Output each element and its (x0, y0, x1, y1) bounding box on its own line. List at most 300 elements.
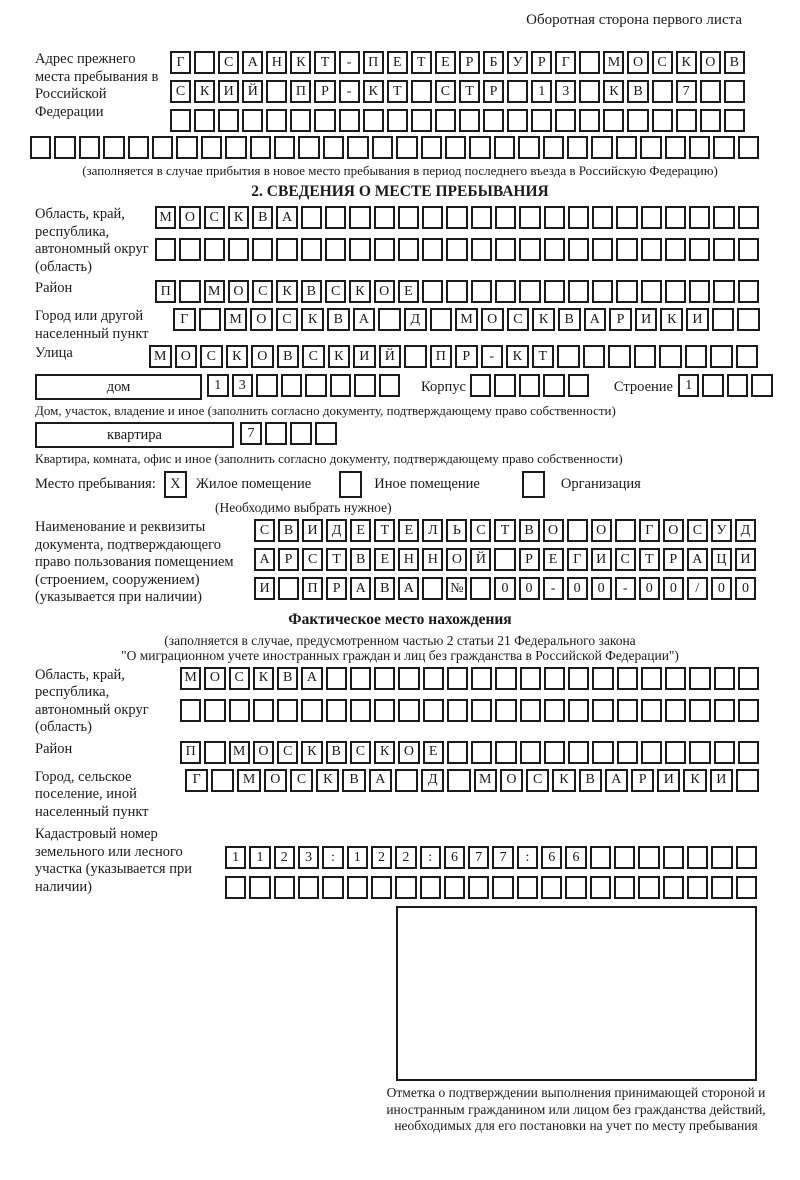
char-cell[interactable] (544, 206, 565, 229)
char-cell[interactable] (641, 699, 662, 722)
char-cell[interactable]: Н (422, 548, 443, 571)
char-cell[interactable] (152, 136, 173, 159)
char-cell[interactable]: К (349, 280, 370, 303)
char-cell[interactable]: В (278, 519, 299, 542)
char-cell[interactable] (298, 136, 319, 159)
char-cell[interactable] (617, 667, 638, 690)
char-cell[interactable]: П (302, 577, 323, 600)
char-cell[interactable] (469, 136, 490, 159)
char-cell[interactable] (567, 519, 588, 542)
char-cell[interactable]: В (627, 80, 648, 103)
char-cell[interactable]: М (603, 51, 624, 74)
char-cell[interactable]: В (558, 308, 581, 331)
char-cell[interactable] (495, 699, 516, 722)
char-cell[interactable] (103, 136, 124, 159)
char-cell[interactable] (199, 308, 222, 331)
char-cell[interactable]: 0 (639, 577, 660, 600)
char-cell[interactable]: Д (404, 308, 427, 331)
char-cell[interactable] (266, 80, 287, 103)
char-cell[interactable]: А (605, 769, 628, 792)
char-cell[interactable] (265, 422, 287, 445)
char-cell[interactable] (689, 741, 710, 764)
char-cell[interactable]: 2 (395, 846, 416, 869)
char-cell[interactable]: 6 (444, 846, 465, 869)
char-cell[interactable]: Д (326, 519, 347, 542)
char-cell[interactable]: К (506, 345, 529, 368)
char-cell[interactable] (374, 667, 395, 690)
char-cell[interactable]: 1 (207, 374, 229, 397)
char-cell[interactable]: Р (278, 548, 299, 571)
char-cell[interactable]: К (660, 308, 683, 331)
char-cell[interactable]: Т (374, 519, 395, 542)
char-cell[interactable]: М (229, 741, 250, 764)
char-cell[interactable]: А (301, 667, 322, 690)
char-cell[interactable]: К (316, 769, 339, 792)
char-cell[interactable]: И (353, 345, 376, 368)
char-cell[interactable] (543, 374, 564, 397)
char-cell[interactable] (430, 308, 453, 331)
char-cell[interactable]: Е (435, 51, 456, 74)
char-cell[interactable]: Т (459, 80, 480, 103)
char-cell[interactable]: Р (459, 51, 480, 74)
char-cell[interactable]: Г (185, 769, 208, 792)
char-cell[interactable] (685, 345, 708, 368)
char-cell[interactable] (180, 699, 201, 722)
checkbox-other-premises[interactable] (339, 471, 362, 498)
char-cell[interactable] (713, 238, 734, 261)
char-cell[interactable] (483, 109, 504, 132)
char-cell[interactable]: К (363, 80, 384, 103)
char-cell[interactable]: : (322, 846, 343, 869)
char-cell[interactable] (471, 741, 492, 764)
char-cell[interactable] (420, 876, 441, 899)
char-cell[interactable] (641, 741, 662, 764)
char-cell[interactable] (266, 109, 287, 132)
char-cell[interactable] (615, 519, 636, 542)
char-cell[interactable] (349, 238, 370, 261)
char-cell[interactable]: : (420, 846, 441, 869)
char-cell[interactable] (421, 136, 442, 159)
char-cell[interactable]: В (519, 519, 540, 542)
char-cell[interactable] (447, 699, 468, 722)
char-cell[interactable]: О (264, 769, 287, 792)
char-cell[interactable]: О (204, 667, 225, 690)
char-cell[interactable] (541, 876, 562, 899)
char-cell[interactable]: С (254, 519, 275, 542)
char-cell[interactable]: Д (421, 769, 444, 792)
char-cell[interactable] (204, 699, 225, 722)
char-cell[interactable] (700, 109, 721, 132)
char-cell[interactable] (350, 667, 371, 690)
char-cell[interactable]: Е (543, 548, 564, 571)
char-cell[interactable]: 0 (591, 577, 612, 600)
char-cell[interactable] (256, 374, 278, 397)
char-cell[interactable] (170, 109, 191, 132)
char-cell[interactable]: И (657, 769, 680, 792)
char-cell[interactable]: 1 (249, 846, 270, 869)
char-cell[interactable] (492, 876, 513, 899)
char-cell[interactable] (568, 374, 589, 397)
char-cell[interactable] (579, 51, 600, 74)
char-cell[interactable] (471, 238, 492, 261)
char-cell[interactable]: К (301, 741, 322, 764)
char-cell[interactable]: О (253, 741, 274, 764)
char-cell[interactable]: 1 (225, 846, 246, 869)
char-cell[interactable] (724, 109, 745, 132)
char-cell[interactable] (274, 876, 295, 899)
char-cell[interactable]: 7 (468, 846, 489, 869)
char-cell[interactable] (225, 136, 246, 159)
char-cell[interactable]: М (237, 769, 260, 792)
char-cell[interactable] (520, 699, 541, 722)
char-cell[interactable]: О (627, 51, 648, 74)
char-cell[interactable]: Н (398, 548, 419, 571)
char-cell[interactable] (374, 238, 395, 261)
char-cell[interactable]: О (228, 280, 249, 303)
char-cell[interactable]: Е (350, 519, 371, 542)
char-cell[interactable] (471, 280, 492, 303)
char-cell[interactable]: С (218, 51, 239, 74)
char-cell[interactable] (423, 699, 444, 722)
char-cell[interactable] (689, 136, 710, 159)
char-cell[interactable] (422, 280, 443, 303)
char-cell[interactable]: В (327, 308, 350, 331)
char-cell[interactable]: 0 (567, 577, 588, 600)
char-cell[interactable] (446, 280, 467, 303)
char-cell[interactable] (301, 238, 322, 261)
char-cell[interactable] (494, 136, 515, 159)
char-cell[interactable]: В (277, 667, 298, 690)
char-cell[interactable]: К (374, 741, 395, 764)
char-cell[interactable] (738, 741, 759, 764)
char-cell[interactable] (517, 876, 538, 899)
char-cell[interactable] (583, 345, 606, 368)
checkbox-residential[interactable]: X (164, 471, 187, 498)
char-cell[interactable] (520, 741, 541, 764)
char-cell[interactable] (568, 280, 589, 303)
char-cell[interactable]: № (446, 577, 467, 600)
checkbox-organization[interactable] (522, 471, 545, 498)
char-cell[interactable] (568, 238, 589, 261)
char-cell[interactable]: / (687, 577, 708, 600)
char-cell[interactable] (204, 741, 225, 764)
char-cell[interactable] (326, 667, 347, 690)
char-cell[interactable] (252, 238, 273, 261)
char-cell[interactable] (592, 206, 613, 229)
char-cell[interactable]: И (635, 308, 658, 331)
char-cell[interactable] (579, 80, 600, 103)
char-cell[interactable] (738, 699, 759, 722)
char-cell[interactable] (446, 238, 467, 261)
char-cell[interactable] (544, 238, 565, 261)
char-cell[interactable] (518, 136, 539, 159)
char-cell[interactable] (568, 206, 589, 229)
char-cell[interactable] (253, 699, 274, 722)
char-cell[interactable] (627, 109, 648, 132)
char-cell[interactable] (568, 667, 589, 690)
char-cell[interactable] (301, 699, 322, 722)
char-cell[interactable]: О (446, 548, 467, 571)
char-cell[interactable]: И (218, 80, 239, 103)
char-cell[interactable]: У (711, 519, 732, 542)
char-cell[interactable]: С (276, 308, 299, 331)
char-cell[interactable] (330, 374, 352, 397)
char-cell[interactable]: Б (483, 51, 504, 74)
char-cell[interactable] (379, 374, 401, 397)
char-cell[interactable]: - (615, 577, 636, 600)
char-cell[interactable]: В (724, 51, 745, 74)
char-cell[interactable] (687, 876, 708, 899)
char-cell[interactable]: О (175, 345, 198, 368)
char-cell[interactable]: А (242, 51, 263, 74)
char-cell[interactable]: Л (422, 519, 443, 542)
char-cell[interactable]: С (252, 280, 273, 303)
char-cell[interactable] (665, 280, 686, 303)
char-cell[interactable]: И (591, 548, 612, 571)
char-cell[interactable] (378, 308, 401, 331)
char-cell[interactable] (446, 206, 467, 229)
char-cell[interactable]: Т (494, 519, 515, 542)
char-cell[interactable]: К (676, 51, 697, 74)
char-cell[interactable]: Р (663, 548, 684, 571)
char-cell[interactable]: - (543, 577, 564, 600)
char-cell[interactable] (298, 876, 319, 899)
char-cell[interactable] (531, 109, 552, 132)
char-cell[interactable] (225, 876, 246, 899)
char-cell[interactable] (738, 206, 759, 229)
char-cell[interactable]: - (339, 80, 360, 103)
char-cell[interactable] (459, 109, 480, 132)
char-cell[interactable] (543, 136, 564, 159)
char-cell[interactable] (737, 308, 760, 331)
char-cell[interactable]: В (301, 280, 322, 303)
char-cell[interactable] (387, 109, 408, 132)
char-cell[interactable]: С (687, 519, 708, 542)
char-cell[interactable] (712, 308, 735, 331)
char-cell[interactable]: С (204, 206, 225, 229)
char-cell[interactable]: 2 (274, 846, 295, 869)
char-cell[interactable] (374, 699, 395, 722)
char-cell[interactable]: 0 (494, 577, 515, 600)
char-cell[interactable]: К (226, 345, 249, 368)
char-cell[interactable]: С (290, 769, 313, 792)
char-cell[interactable] (736, 846, 757, 869)
char-cell[interactable] (652, 80, 673, 103)
char-cell[interactable]: А (353, 308, 376, 331)
char-cell[interactable]: Г (170, 51, 191, 74)
char-cell[interactable] (290, 109, 311, 132)
char-cell[interactable]: О (179, 206, 200, 229)
char-cell[interactable] (435, 109, 456, 132)
char-cell[interactable]: Г (555, 51, 576, 74)
char-cell[interactable]: Н (266, 51, 287, 74)
char-cell[interactable] (447, 741, 468, 764)
char-cell[interactable]: К (683, 769, 706, 792)
char-cell[interactable] (665, 238, 686, 261)
char-cell[interactable]: В (326, 741, 347, 764)
char-cell[interactable]: В (252, 206, 273, 229)
char-cell[interactable] (278, 577, 299, 600)
char-cell[interactable] (592, 280, 613, 303)
char-cell[interactable]: В (350, 548, 371, 571)
char-cell[interactable] (608, 345, 631, 368)
char-cell[interactable] (471, 206, 492, 229)
char-cell[interactable]: 0 (519, 577, 540, 600)
char-cell[interactable]: К (532, 308, 555, 331)
char-cell[interactable] (590, 846, 611, 869)
char-cell[interactable] (617, 699, 638, 722)
char-cell[interactable]: В (579, 769, 602, 792)
char-cell[interactable] (665, 136, 686, 159)
char-cell[interactable]: Р (483, 80, 504, 103)
char-cell[interactable] (398, 238, 419, 261)
char-cell[interactable] (676, 109, 697, 132)
char-cell[interactable]: С (652, 51, 673, 74)
char-cell[interactable]: С (200, 345, 223, 368)
char-cell[interactable]: М (180, 667, 201, 690)
char-cell[interactable]: А (276, 206, 297, 229)
char-cell[interactable] (445, 136, 466, 159)
char-cell[interactable] (495, 238, 516, 261)
char-cell[interactable] (314, 109, 335, 132)
char-cell[interactable]: Р (531, 51, 552, 74)
char-cell[interactable] (242, 109, 263, 132)
char-cell[interactable] (557, 345, 580, 368)
char-cell[interactable] (339, 109, 360, 132)
char-cell[interactable]: М (455, 308, 478, 331)
char-cell[interactable]: Р (519, 548, 540, 571)
char-cell[interactable] (738, 280, 759, 303)
char-cell[interactable] (738, 667, 759, 690)
char-cell[interactable]: А (687, 548, 708, 571)
char-cell[interactable] (349, 206, 370, 229)
char-cell[interactable]: Е (387, 51, 408, 74)
char-cell[interactable] (710, 345, 733, 368)
char-cell[interactable] (30, 136, 51, 159)
char-cell[interactable]: Р (609, 308, 632, 331)
char-cell[interactable]: К (194, 80, 215, 103)
char-cell[interactable] (592, 699, 613, 722)
char-cell[interactable] (592, 238, 613, 261)
char-cell[interactable]: М (474, 769, 497, 792)
char-cell[interactable] (194, 109, 215, 132)
char-cell[interactable]: С (526, 769, 549, 792)
char-cell[interactable] (736, 876, 757, 899)
char-cell[interactable] (711, 876, 732, 899)
char-cell[interactable]: К (253, 667, 274, 690)
char-cell[interactable] (277, 699, 298, 722)
char-cell[interactable] (689, 238, 710, 261)
char-cell[interactable] (325, 206, 346, 229)
char-cell[interactable] (494, 374, 515, 397)
char-cell[interactable]: А (369, 769, 392, 792)
char-cell[interactable] (519, 206, 540, 229)
char-cell[interactable] (326, 699, 347, 722)
char-cell[interactable] (422, 238, 443, 261)
char-cell[interactable]: О (591, 519, 612, 542)
char-cell[interactable] (614, 846, 635, 869)
char-cell[interactable] (659, 345, 682, 368)
char-cell[interactable] (711, 846, 732, 869)
char-cell[interactable]: Т (326, 548, 347, 571)
char-cell[interactable] (323, 136, 344, 159)
char-cell[interactable] (751, 374, 773, 397)
char-cell[interactable] (736, 769, 759, 792)
char-cell[interactable]: В (277, 345, 300, 368)
char-cell[interactable]: С (325, 280, 346, 303)
char-cell[interactable]: Й (242, 80, 263, 103)
char-cell[interactable]: Т (532, 345, 555, 368)
char-cell[interactable] (447, 769, 470, 792)
char-cell[interactable]: О (251, 345, 274, 368)
char-cell[interactable]: Е (374, 548, 395, 571)
char-cell[interactable] (411, 109, 432, 132)
char-cell[interactable]: 7 (676, 80, 697, 103)
char-cell[interactable] (617, 741, 638, 764)
char-cell[interactable] (665, 206, 686, 229)
char-cell[interactable]: Й (470, 548, 491, 571)
char-cell[interactable]: Ь (446, 519, 467, 542)
char-cell[interactable]: О (700, 51, 721, 74)
char-cell[interactable] (347, 136, 368, 159)
char-cell[interactable] (495, 280, 516, 303)
char-cell[interactable] (54, 136, 75, 159)
char-cell[interactable] (422, 206, 443, 229)
char-cell[interactable]: 6 (541, 846, 562, 869)
char-cell[interactable]: Р (631, 769, 654, 792)
char-cell[interactable] (565, 876, 586, 899)
char-cell[interactable] (689, 206, 710, 229)
char-cell[interactable]: Е (423, 741, 444, 764)
char-cell[interactable]: С (302, 548, 323, 571)
char-cell[interactable] (727, 374, 749, 397)
char-cell[interactable]: Ц (711, 548, 732, 571)
char-cell[interactable] (590, 876, 611, 899)
char-cell[interactable]: С (435, 80, 456, 103)
char-cell[interactable]: К (603, 80, 624, 103)
char-cell[interactable]: И (710, 769, 733, 792)
char-cell[interactable] (544, 699, 565, 722)
char-cell[interactable]: С (350, 741, 371, 764)
char-cell[interactable]: С (507, 308, 530, 331)
char-cell[interactable]: 3 (232, 374, 254, 397)
char-cell[interactable] (274, 136, 295, 159)
char-cell[interactable]: С (277, 741, 298, 764)
char-cell[interactable]: С (470, 519, 491, 542)
char-cell[interactable] (128, 136, 149, 159)
char-cell[interactable]: М (224, 308, 247, 331)
char-cell[interactable] (354, 374, 376, 397)
char-cell[interactable] (325, 238, 346, 261)
char-cell[interactable]: - (481, 345, 504, 368)
char-cell[interactable] (350, 699, 371, 722)
char-cell[interactable] (689, 280, 710, 303)
char-cell[interactable]: И (686, 308, 709, 331)
char-cell[interactable] (179, 238, 200, 261)
char-cell[interactable] (404, 345, 427, 368)
char-cell[interactable]: 1 (531, 80, 552, 103)
char-cell[interactable]: С (615, 548, 636, 571)
char-cell[interactable] (228, 238, 249, 261)
char-cell[interactable]: : (517, 846, 538, 869)
char-cell[interactable] (229, 699, 250, 722)
char-cell[interactable] (665, 667, 686, 690)
char-cell[interactable] (176, 136, 197, 159)
char-cell[interactable]: 7 (492, 846, 513, 869)
char-cell[interactable] (398, 206, 419, 229)
char-cell[interactable]: О (481, 308, 504, 331)
char-cell[interactable]: 0 (735, 577, 756, 600)
